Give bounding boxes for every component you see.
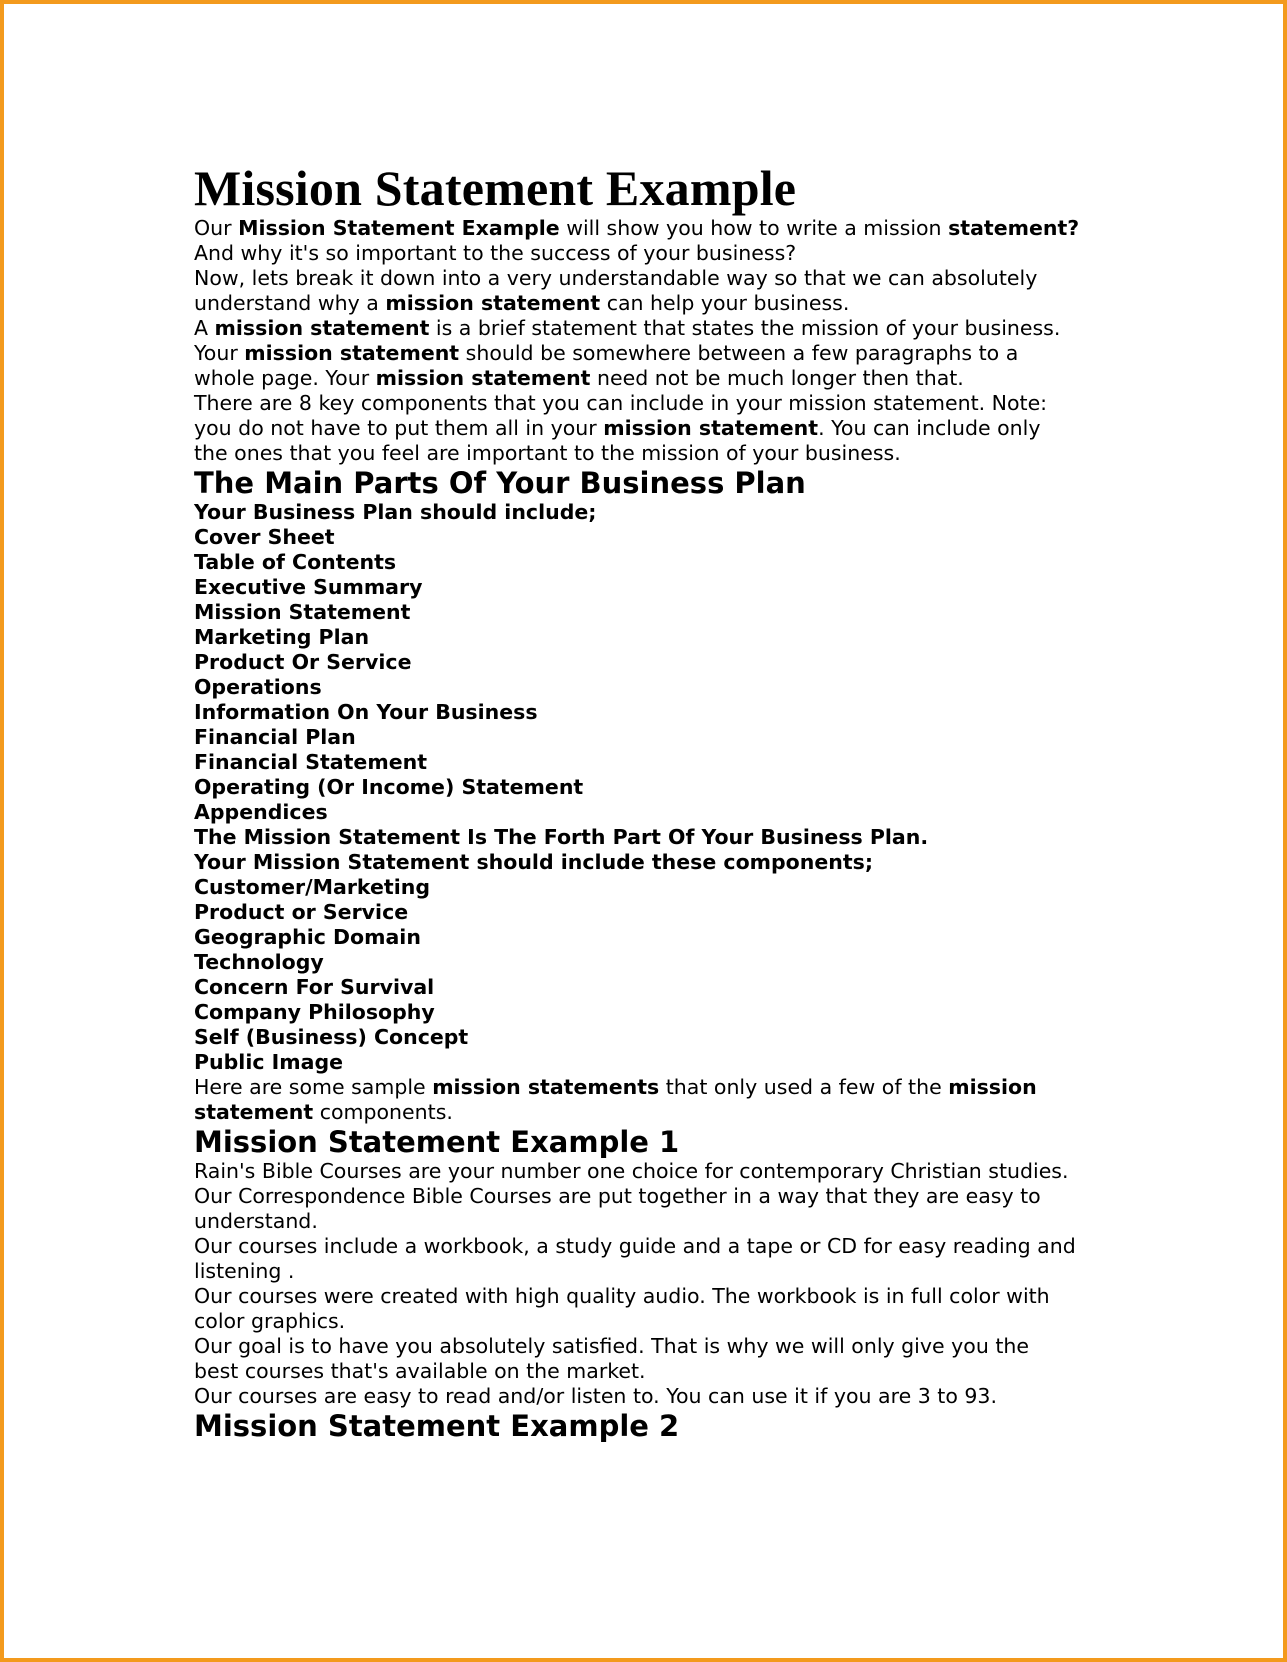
example-1-line: listening . — [194, 1259, 295, 1283]
text: will show you how to write a mission — [559, 216, 949, 240]
bold-text: mission statement — [375, 366, 591, 390]
text: should be somewhere between a few paragraphs to a — [459, 341, 1019, 365]
list-item: Product or Service — [194, 900, 409, 924]
intro-line — [194, 216, 1234, 241]
sample-intro-line — [194, 1100, 1234, 1125]
bold-text: statement? — [948, 216, 1080, 240]
list-item: Company Philosophy — [194, 1000, 435, 1024]
list-item: Financial Statement — [194, 750, 427, 774]
list-item: Geographic Domain — [194, 925, 421, 949]
example-1-line: Our courses were created with high quality audio. The workbook is in full color with — [194, 1284, 1050, 1308]
list-item: Appendices — [194, 800, 328, 824]
text: Your — [194, 341, 245, 365]
intro-line: And why it's so important to the success of your business? — [194, 241, 797, 265]
list-item: Your Mission Statement should include these components; — [194, 850, 874, 874]
section-heading-example-2: Mission Statement Example 2 — [194, 1409, 680, 1443]
text: you do not have to put them all in your — [194, 416, 604, 440]
bold-text: mission statement — [603, 416, 819, 440]
page-title: Mission Statement Example — [194, 160, 797, 216]
bold-text: mission statement — [385, 291, 601, 315]
intro-line: Now, lets break it down into a very understandable way so that we can absolutely — [194, 266, 1038, 290]
example-1-line: best courses that's available on the market. — [194, 1359, 646, 1383]
bold-text: statement — [194, 1100, 314, 1124]
list-item: Mission Statement — [194, 600, 411, 624]
list-item: Executive Summary — [194, 575, 423, 599]
list-item: Table of Contents — [194, 550, 397, 574]
intro-line — [194, 316, 1234, 341]
document-content — [194, 160, 1234, 1443]
example-1-line: color graphics. — [194, 1309, 346, 1333]
text: whole page. Your — [194, 366, 376, 390]
bold-text: mission — [948, 1075, 1037, 1099]
bold-text: mission statement — [214, 316, 430, 340]
section-heading-main-parts: The Main Parts Of Your Business Plan — [194, 466, 806, 500]
list-item: Financial Plan — [194, 725, 356, 749]
example-1-line: Our courses are easy to read and/or listen to. You can use it if you are 3 to 93. — [194, 1384, 997, 1408]
intro-line — [194, 366, 1234, 391]
section-heading-example-1: Mission Statement Example 1 — [194, 1125, 680, 1159]
text: need not be much longer then that. — [590, 366, 964, 390]
bold-text: mission statements — [432, 1075, 660, 1099]
bold-text: Mission Statement Example — [238, 216, 560, 240]
list-item: Public Image — [194, 1050, 344, 1074]
list-item: The Mission Statement Is The Forth Part Of Your Business Plan. — [194, 825, 929, 849]
list-item: Marketing Plan — [194, 625, 370, 649]
list-item: Technology — [194, 950, 324, 974]
example-1-line: Our courses include a workbook, a study guide and a tape or CD for easy reading and — [194, 1234, 1076, 1258]
text: Our — [194, 216, 239, 240]
list-item: Your Business Plan should include; — [194, 500, 597, 524]
example-1-line: Our goal is to have you absolutely satisfied. That is why we will only give you the — [194, 1334, 1029, 1358]
text: understand why a — [194, 291, 386, 315]
intro-line — [194, 291, 1234, 316]
text: components. — [313, 1100, 453, 1124]
text: can help your business. — [600, 291, 850, 315]
intro-line — [194, 416, 1234, 441]
intro-line: the ones that you feel are important to the mission of your business. — [194, 441, 901, 465]
text: is a brief statement that states the mission of your business. — [429, 316, 1061, 340]
list-item: Self (Business) Concept — [194, 1025, 469, 1049]
sample-intro-line — [194, 1075, 1234, 1100]
example-1-line: understand. — [194, 1209, 318, 1233]
text: Here are some sample — [194, 1075, 433, 1099]
list-item: Information On Your Business — [194, 700, 538, 724]
intro-line — [194, 341, 1234, 366]
list-item: Customer/Marketing — [194, 875, 431, 899]
example-1-line: Rain's Bible Courses are your number one choice for contemporary Christian studies. — [194, 1159, 1069, 1183]
list-item: Operating (Or Income) Statement — [194, 775, 584, 799]
example-1-line: Our Correspondence Bible Courses are put together in a way that they are easy to — [194, 1184, 1041, 1208]
list-item: Operations — [194, 675, 322, 699]
intro-line: There are 8 key components that you can include in your mission statement. Note: — [194, 391, 1048, 415]
list-item: Product Or Service — [194, 650, 412, 674]
list-item: Concern For Survival — [194, 975, 435, 999]
text: that only used a few of the — [659, 1075, 949, 1099]
list-item: Cover Sheet — [194, 525, 335, 549]
text: . You can include only — [818, 416, 1041, 440]
text: A — [194, 316, 215, 340]
bold-text: mission statement — [244, 341, 460, 365]
